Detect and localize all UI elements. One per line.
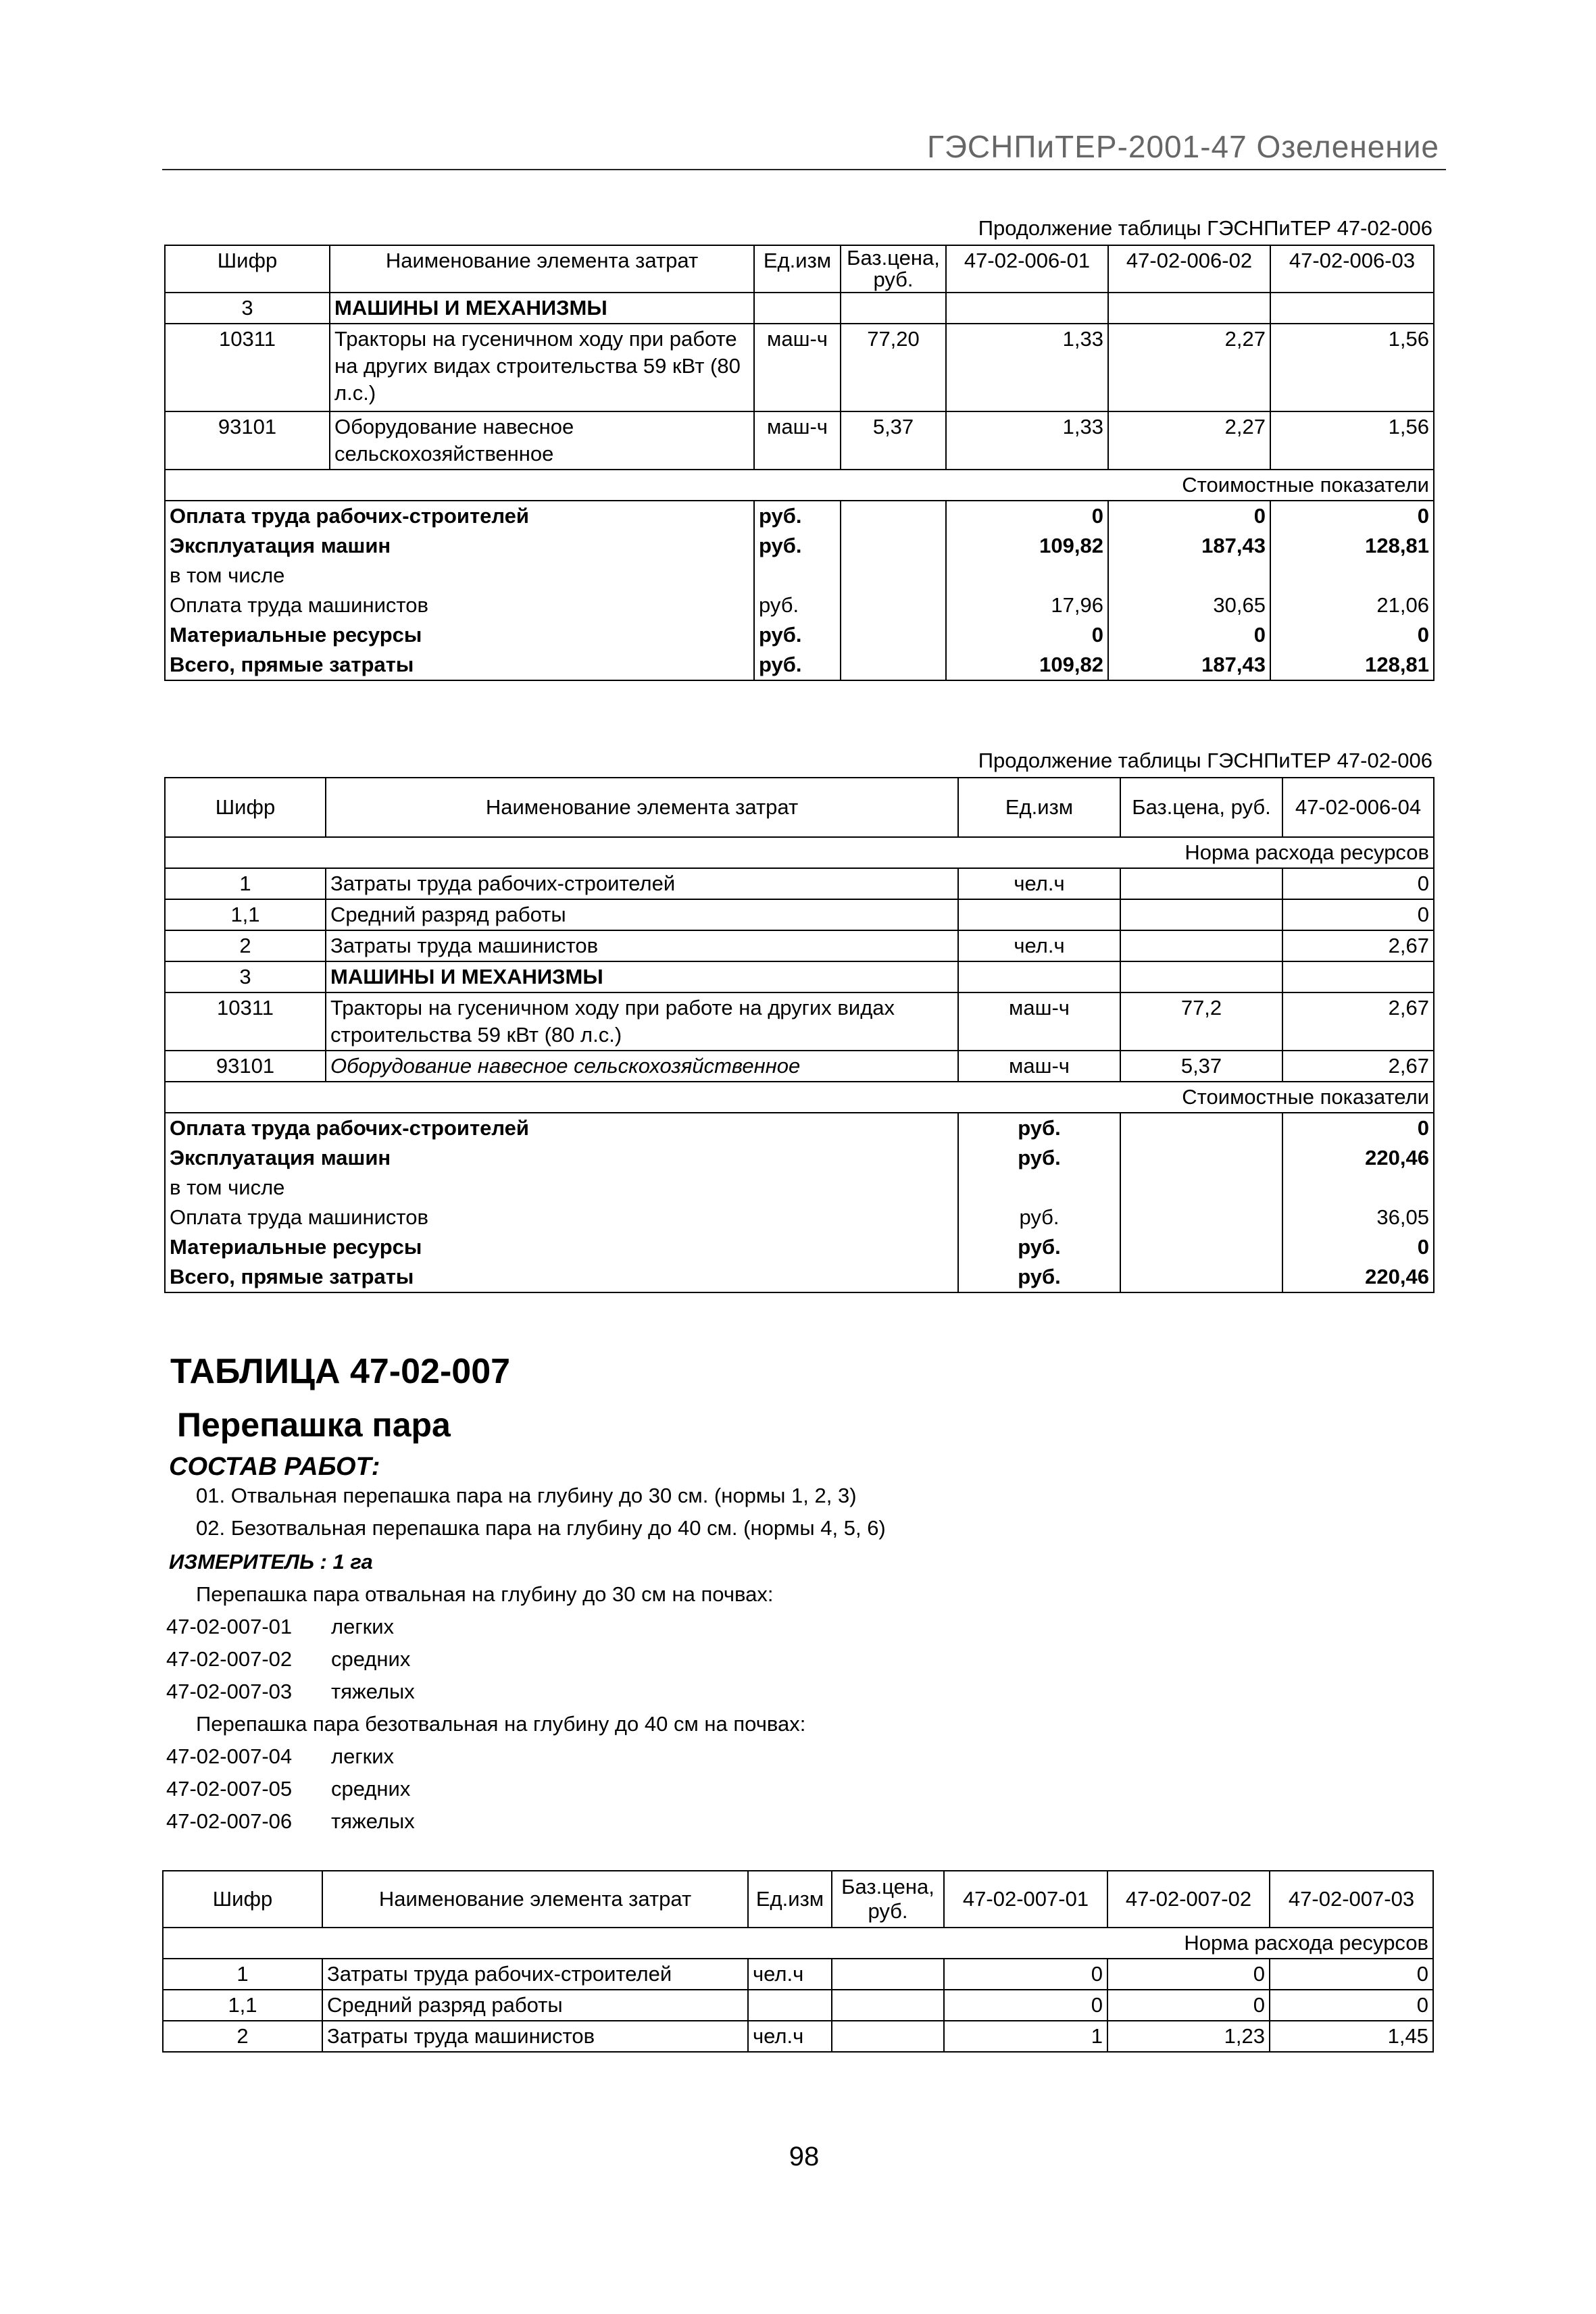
cell: 0 [1282,1113,1434,1143]
cell: 2,67 [1282,930,1434,961]
cell: руб. [754,531,841,561]
norm-item [166,1740,415,1773]
table-header-row [165,245,1434,293]
table3 [162,1870,1434,2053]
table-title: ТАБЛИЦА 47-02-007 [170,1352,511,1391]
cell: руб. [958,1232,1120,1262]
cell: МАШИНЫ И МЕХАНИЗМЫ [326,961,958,992]
cost-row [165,590,1434,620]
header-cell: Баз.цена, руб. [832,1871,944,1928]
cell: маш-ч [958,992,1120,1051]
cell: 10311 [165,992,326,1051]
norm-code: 47-02-007-02 [166,1647,293,1671]
table-header-row [165,778,1434,837]
cell [1120,899,1282,930]
cell: 0 [1107,1990,1270,2021]
table-row [165,899,1434,930]
cost-row [165,1113,1434,1143]
cell [1120,930,1282,961]
norm-code: 47-02-007-01 [166,1615,293,1638]
cell: 128,81 [1270,650,1434,680]
header-cell: Ед.изм [748,1871,832,1928]
cell: 30,65 [1108,590,1270,620]
section-row [165,837,1434,868]
table-row [165,868,1434,899]
cell: 2 [163,2021,322,2052]
cell: 2,67 [1282,992,1434,1051]
page-number: 98 [789,2142,820,2171]
group1-list [166,1611,415,1708]
header-cell: Наименование элемента затрат [326,778,958,837]
cell: Материальные ресурсы [165,620,754,650]
norm-label: тяжелых [331,1680,415,1703]
header-cell: 47-02-007-03 [1270,1871,1433,1928]
cell: 0 [1270,1959,1433,1990]
cell: Оплата труда рабочих-строителей [165,1113,958,1143]
cell: в том числе [165,561,754,590]
cell: Всего, прямые затраты [165,1262,958,1292]
cell: чел.ч [748,2021,832,2052]
cell: Материальные ресурсы [165,1232,958,1262]
header-cell: Баз.цена, руб. [1120,778,1282,837]
table-row [163,2021,1433,2052]
cell [1120,868,1282,899]
cell: 0 [944,1990,1107,2021]
table-row [165,961,1434,992]
table1-caption: Продолжение таблицы ГЭСНПиТЕР 47-02-006 [978,216,1432,240]
cell: руб. [754,590,841,620]
cell: 1 [944,2021,1107,2052]
work-item: 02. Безотвальная перепашка пара на глубину до 40 см. (нормы 4, 5, 6) [196,1516,886,1540]
cell: 1,56 [1270,324,1434,411]
cell: Тракторы на гусеничном ходу при работе на других видах строительства 59 кВт (80 л.с.) [326,992,958,1051]
cell: Оплата труда машинистов [165,1203,958,1232]
cell: 1,23 [1107,2021,1270,2052]
cell: 128,81 [1270,531,1434,561]
cell: 1,45 [1270,2021,1433,2052]
cell: Средний разряд работы [322,1990,748,2021]
cell: 2,27 [1108,324,1270,411]
section-label: Норма расхода ресурсов [165,837,1434,868]
section-row [163,1928,1433,1959]
norm-label: средних [331,1777,411,1801]
cell: Затраты труда рабочих-строителей [326,868,958,899]
header-cell: 47-02-006-03 [1270,245,1434,293]
table-header-row [163,1871,1433,1928]
cell: 187,43 [1108,650,1270,680]
cell: 77,20 [841,324,946,411]
norm-label: средних [331,1647,411,1671]
cell: руб. [754,501,841,531]
norm-label: легких [331,1744,395,1768]
cell [832,1990,944,2021]
cell: 0 [1282,899,1434,930]
header-cell: Шифр [163,1871,322,1928]
norm-item [166,1611,415,1643]
table-row [165,411,1434,470]
cell: 5,37 [1120,1051,1282,1082]
header-cell: 47-02-007-02 [1107,1871,1270,1928]
cell: 0 [1270,620,1434,650]
cell: 0 [1270,1990,1433,2021]
group2-title: Перепашка пара безотвальная на глубину до 40 см на почвах: [196,1712,806,1736]
cell: чел.ч [958,868,1120,899]
cost-row [165,1232,1434,1262]
header-cell: Шифр [165,245,330,293]
cell: 93101 [165,411,330,470]
header-cell: 47-02-007-01 [944,1871,1107,1928]
cell: Оборудование навесное сельскохозяйственное [326,1051,958,1082]
norm-item [166,1805,415,1838]
cell: Оплата труда машинистов [165,590,754,620]
cell: 0 [1108,620,1270,650]
norm-label: легких [331,1615,395,1638]
cell: руб. [754,650,841,680]
table1 [164,245,1435,681]
cell: 3 [165,293,330,324]
cell: 0 [946,501,1108,531]
table-row [163,1990,1433,2021]
cell: 0 [1107,1959,1270,1990]
cell: Средний разряд работы [326,899,958,930]
running-header [162,122,1446,170]
cell: 0 [946,620,1108,650]
header-cell: Баз.цена, руб. [841,245,946,293]
cell: МАШИНЫ И МЕХАНИЗМЫ [330,293,754,324]
norm-code: 47-02-007-03 [166,1680,293,1703]
table-row [165,1051,1434,1082]
cell: 21,06 [1270,590,1434,620]
cost-row [165,531,1434,561]
table-row [165,992,1434,1051]
section-row [165,470,1434,501]
norm-code: 47-02-007-06 [166,1809,293,1833]
section-name: Перепашка пара [177,1406,451,1444]
cell: Эксплуатация машин [165,1143,958,1173]
cell: Затраты труда машинистов [326,930,958,961]
section-label: Стоимостные показатели [165,470,1434,501]
cell: в том числе [165,1173,958,1203]
cost-row [165,620,1434,650]
cell: чел.ч [748,1959,832,1990]
cell: 220,46 [1282,1262,1434,1292]
header-cell: 47-02-006-01 [946,245,1108,293]
cell [958,899,1120,930]
cost-row [165,561,1434,590]
header-cell: 47-02-006-04 [1282,778,1434,837]
norm-label: тяжелых [331,1809,415,1833]
cell: 77,2 [1120,992,1282,1051]
cell: 220,46 [1282,1143,1434,1173]
table2 [164,777,1435,1293]
group2-list [166,1740,415,1838]
group1-title: Перепашка пара отвальная на глубину до 30 см на почвах: [196,1582,774,1606]
cost-row [165,1143,1434,1173]
cell: маш-ч [754,411,841,470]
cell: 2,67 [1282,1051,1434,1082]
cell: 10311 [165,324,330,411]
cell: 2 [165,930,326,961]
table-row [163,1959,1433,1990]
cell [832,1959,944,1990]
cell: 187,43 [1108,531,1270,561]
section-label: Стоимостные показатели [165,1082,1434,1113]
cost-row [165,1203,1434,1232]
cell: руб. [958,1113,1120,1143]
cost-row [165,650,1434,680]
cell: 109,82 [946,650,1108,680]
table2-caption: Продолжение таблицы ГЭСНПиТЕР 47-02-006 [978,749,1432,772]
cost-row [165,1262,1434,1292]
cell: Эксплуатация машин [165,531,754,561]
cell: Всего, прямые затраты [165,650,754,680]
norm-code: 47-02-007-04 [166,1744,293,1768]
cell: 93101 [165,1051,326,1082]
cell [748,1990,832,2021]
running-title: ГЭСНПиТЕР-2001-47 Озеленение [926,129,1439,164]
cell: 17,96 [946,590,1108,620]
cell: 0 [1270,501,1434,531]
header-cell: Ед.изм [754,245,841,293]
cell: 5,37 [841,411,946,470]
norm-item [166,1643,415,1676]
cell: руб. [958,1143,1120,1173]
cell: 3 [165,961,326,992]
table-row [165,293,1434,324]
cell: Оплата труда рабочих-строителей [165,501,754,531]
cell: 0 [1282,868,1434,899]
table-row [165,324,1434,411]
cell: руб. [754,620,841,650]
cell: 109,82 [946,531,1108,561]
cell: 1,56 [1270,411,1434,470]
cell: 1 [163,1959,322,1990]
cell: руб. [958,1203,1120,1232]
cell: Затраты труда рабочих-строителей [322,1959,748,1990]
cell: маш-ч [754,324,841,411]
cell: 1,1 [163,1990,322,2021]
cell: 1,33 [946,324,1108,411]
norm-item [166,1676,415,1708]
cell: чел.ч [958,930,1120,961]
header-cell: Шифр [165,778,326,837]
section-row [165,1082,1434,1113]
cell: 1,33 [946,411,1108,470]
work-item: 01. Отвальная перепашка пара на глубину до 30 см. (нормы 1, 2, 3) [196,1484,857,1507]
works-list [196,1480,886,1544]
cell: 2,27 [1108,411,1270,470]
cell: 1 [165,868,326,899]
cell: маш-ч [958,1051,1120,1082]
works-heading: СОСТАВ РАБОТ: [169,1453,380,1481]
cell: Затраты труда машинистов [322,2021,748,2052]
cell: 0 [1282,1232,1434,1262]
section-label: Норма расхода ресурсов [163,1928,1433,1959]
cell: 0 [944,1959,1107,1990]
table-row [165,930,1434,961]
cell: 36,05 [1282,1203,1434,1232]
cell: 0 [1108,501,1270,531]
cell: 1,1 [165,899,326,930]
header-cell: 47-02-006-02 [1108,245,1270,293]
cost-row [165,501,1434,531]
norm-code: 47-02-007-05 [166,1777,293,1801]
cell: Оборудование навесное сельскохозяйственное [330,411,754,470]
cell: Тракторы на гусеничном ходу при работе на других видах строительства 59 кВт (80 л.с.) [330,324,754,411]
cell: руб. [958,1262,1120,1292]
header-cell: Ед.изм [958,778,1120,837]
norm-item [166,1773,415,1805]
header-cell: Наименование элемента затрат [322,1871,748,1928]
measure: ИЗМЕРИТЕЛЬ : 1 га [169,1550,373,1574]
cell [832,2021,944,2052]
cost-row [165,1173,1434,1203]
header-cell: Наименование элемента затрат [330,245,754,293]
